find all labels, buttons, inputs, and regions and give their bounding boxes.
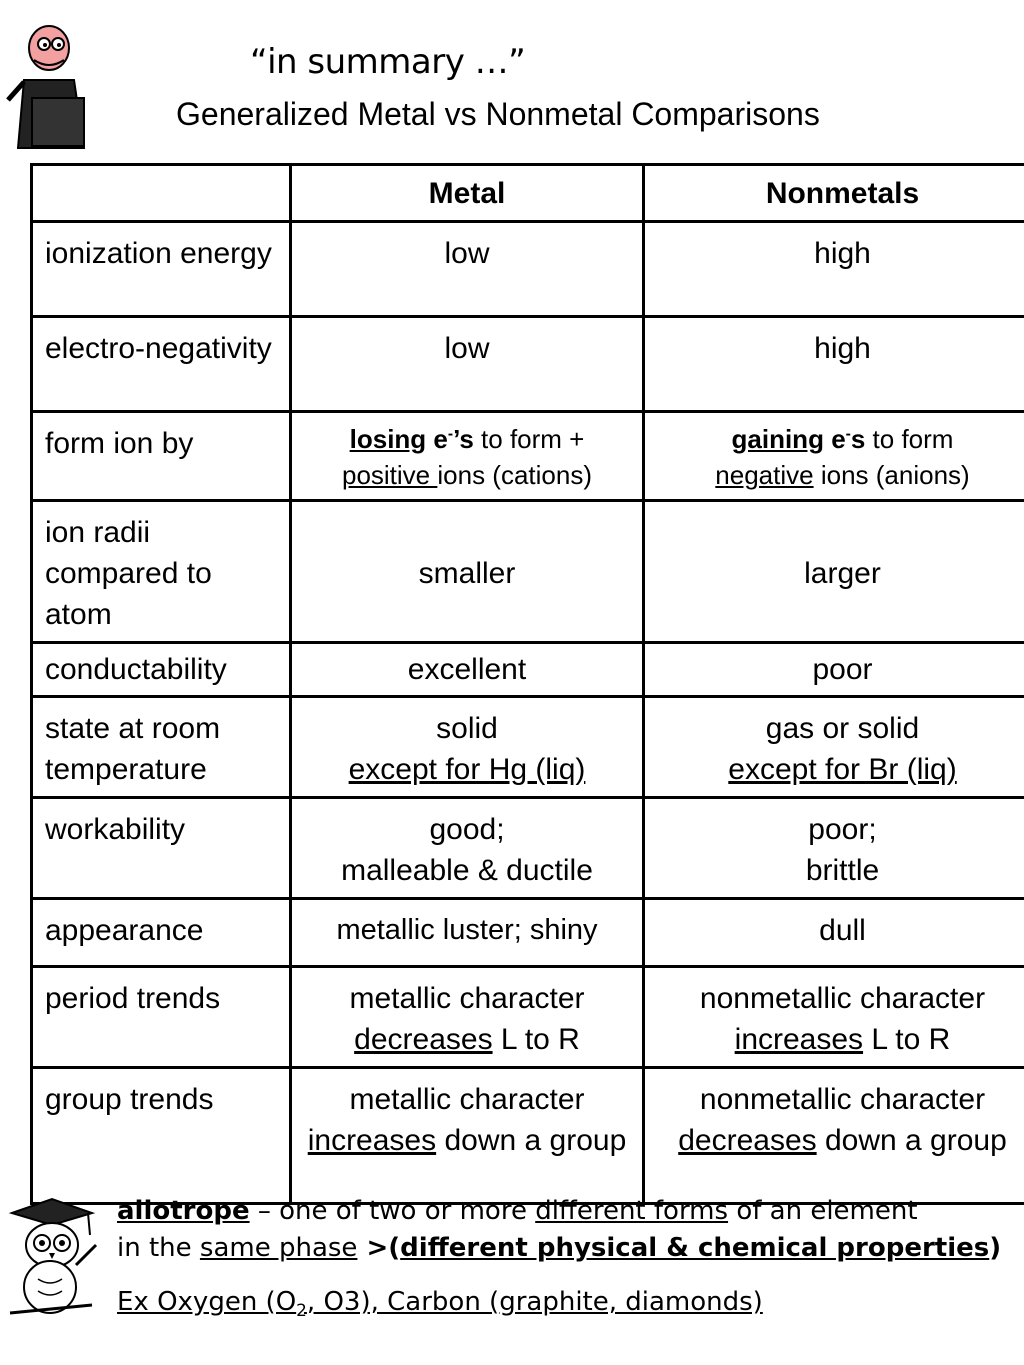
nonmetal-cell: high — [644, 317, 1024, 412]
definition-text: >( — [357, 1233, 401, 1263]
table-row — [32, 501, 1024, 643]
trend-rest: L to R — [863, 1023, 951, 1056]
header-cell-empty — [32, 165, 291, 222]
charge-text: - — [845, 425, 851, 443]
trend-word: increases — [307, 1124, 437, 1157]
table-row — [32, 798, 1024, 899]
metal-cell — [291, 967, 644, 1068]
nonmetal-cell — [644, 412, 1024, 501]
example-text: , O3), Carbon (graphite, diamonds) — [306, 1287, 763, 1317]
charge-adjective: negative — [715, 460, 814, 490]
row-label: group trends — [32, 1068, 291, 1204]
table-row — [32, 967, 1024, 1068]
allotrope-term: allotrope — [117, 1196, 250, 1226]
definition-emphasis: different forms — [535, 1196, 729, 1226]
row-label: workability — [32, 798, 291, 899]
row-label: form ion by — [32, 412, 291, 501]
header-cell-nonmetals: Nonmetals — [644, 165, 1024, 222]
mid-text: to form + — [473, 424, 585, 454]
verb-text: gaining — [731, 424, 824, 454]
table-row — [32, 222, 1024, 317]
example-text: Ex Oxygen (O — [117, 1287, 297, 1317]
trend-word: increases — [734, 1023, 864, 1056]
particle-text: e — [831, 424, 846, 454]
trend-word: decreases — [678, 1124, 817, 1157]
page-title: “in summary …” — [250, 42, 526, 82]
page-subtitle: Generalized Metal vs Nonmetal Comparisons — [176, 96, 820, 132]
metal-cell — [291, 1068, 644, 1204]
metal-cell: low — [291, 222, 644, 317]
table-row — [32, 1068, 1024, 1204]
teacher-clipart-icon — [4, 20, 94, 150]
cell-line: poor; — [808, 813, 877, 846]
cell-line: nonmetallic character — [699, 982, 986, 1015]
trend-word: decreases — [354, 1023, 493, 1056]
nonmetal-cell: larger — [644, 501, 1024, 643]
mid-text: to form — [865, 424, 954, 454]
nonmetal-cell: poor — [644, 643, 1024, 697]
allotrope-example — [117, 1287, 763, 1320]
properties-text: different physical & chemical properties — [400, 1233, 990, 1263]
exception-text: except for Hg (liq) — [348, 753, 586, 786]
table-row — [32, 697, 1024, 798]
nonmetal-cell — [644, 798, 1024, 899]
row-label: ionization energy — [32, 222, 291, 317]
table-row — [32, 643, 1024, 697]
trend-rest: down a group — [816, 1124, 1007, 1157]
exception-text: except for Br (liq) — [728, 753, 957, 786]
row-label: conductability — [32, 643, 291, 697]
cell-line: gas or solid — [765, 712, 920, 745]
row-label: period trends — [32, 967, 291, 1068]
particle-text: e — [433, 424, 448, 454]
nonmetal-cell — [644, 1068, 1024, 1204]
owl-graduate-icon — [2, 1195, 100, 1320]
definition-text: of an element — [728, 1196, 918, 1226]
cell-line: nonmetallic character — [699, 1083, 986, 1116]
row-label: ion radii compared to atom — [32, 501, 291, 643]
nonmetal-cell — [644, 697, 1024, 798]
metal-cell: metallic luster; shiny — [291, 899, 644, 967]
row-label: appearance — [32, 899, 291, 967]
header-cell-metal: Metal — [291, 165, 644, 222]
metal-cell — [291, 697, 644, 798]
definition-text: – one of two or more — [249, 1196, 536, 1226]
table-row — [32, 412, 1024, 501]
metal-cell — [291, 798, 644, 899]
rest-text: ions (cations) — [437, 460, 592, 490]
metal-cell — [291, 412, 644, 501]
allotrope-definition — [117, 1196, 918, 1226]
verb-text: losing — [349, 424, 427, 454]
trend-rest: down a group — [436, 1124, 627, 1157]
cell-line: metallic character — [349, 982, 585, 1015]
cell-line: malleable & ductile — [341, 854, 593, 887]
table-row — [32, 317, 1024, 412]
allotrope-definition-line2 — [117, 1233, 1001, 1263]
nonmetal-cell: dull — [644, 899, 1024, 967]
rest-text: ions (anions) — [813, 460, 970, 490]
table-header-row — [32, 165, 1024, 222]
row-label: electro-negativity — [32, 317, 291, 412]
nonmetal-cell: high — [644, 222, 1024, 317]
charge-text: - — [447, 425, 454, 443]
definition-text: ) — [989, 1233, 1002, 1263]
metal-cell: low — [291, 317, 644, 412]
suffix-text: s — [850, 424, 866, 454]
metal-cell: excellent — [291, 643, 644, 697]
cell-line: good; — [429, 813, 505, 846]
trend-rest: L to R — [492, 1023, 580, 1056]
row-label: state at room temperature — [32, 697, 291, 798]
comparison-table — [30, 163, 1024, 1205]
subscript-text: 2 — [296, 1300, 307, 1321]
cell-line: metallic character — [349, 1083, 585, 1116]
table-row — [32, 899, 1024, 967]
definition-text: in the — [117, 1233, 200, 1263]
charge-adjective: positive — [341, 460, 438, 490]
definition-emphasis: same phase — [199, 1233, 358, 1263]
suffix-text: ’s — [453, 424, 474, 454]
cell-line: brittle — [805, 854, 880, 887]
cell-line: solid — [436, 712, 498, 745]
nonmetal-cell — [644, 967, 1024, 1068]
metal-cell: smaller — [291, 501, 644, 643]
